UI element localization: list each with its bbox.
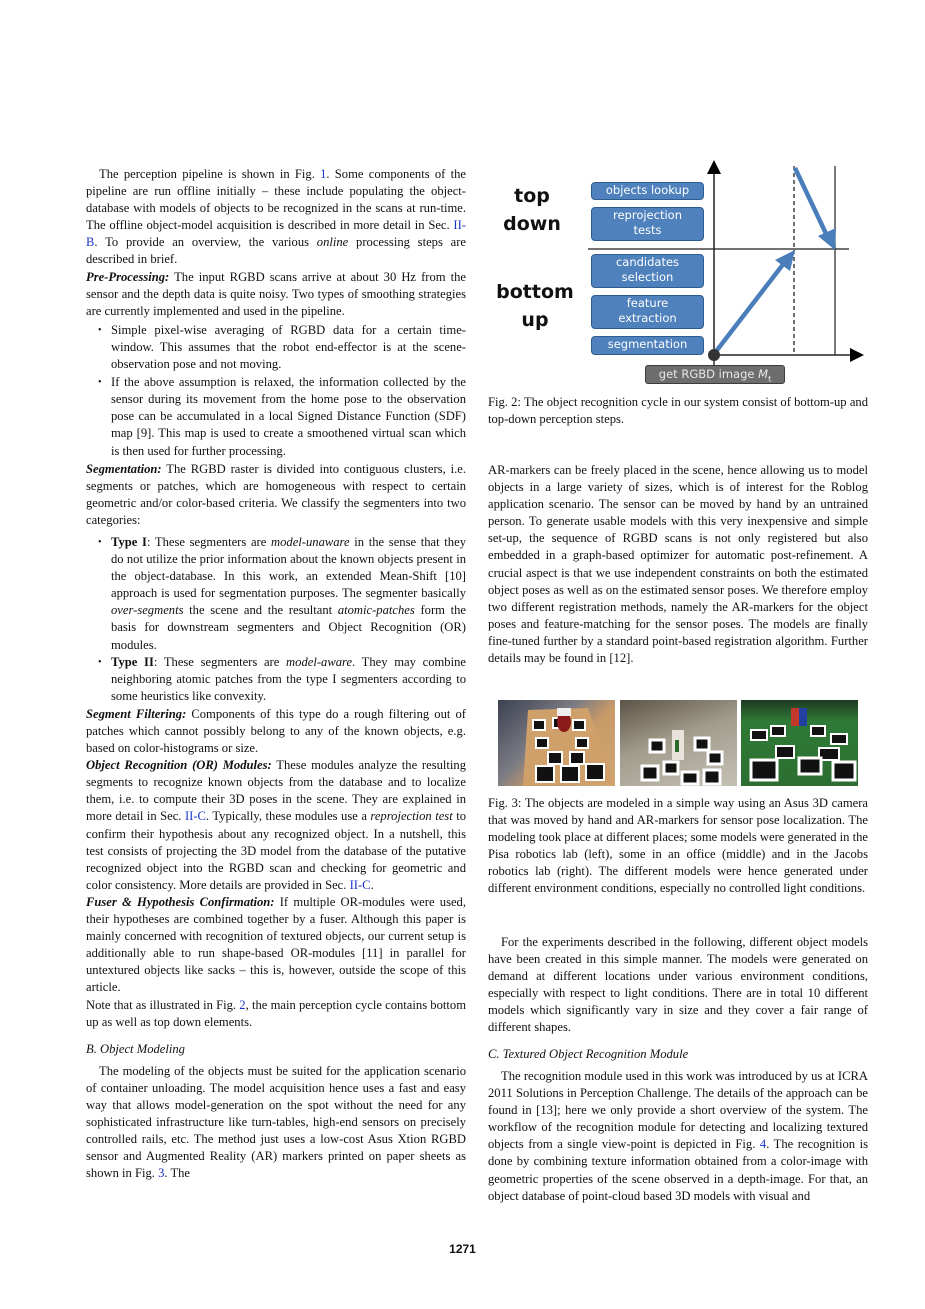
text: to confirm their hypothesis about any recognized object. In a nutshell, this test consists of projecting the 3D model from the database of the putative recognized object into the RGBD scan and checking for geometric and color consistency. More details are provided in Sec. xyxy=(86,809,466,892)
emphasis: model-aware xyxy=(286,654,353,669)
intro-paragraph xyxy=(86,166,466,269)
sec-II-C-link[interactable]: II-C xyxy=(184,809,206,824)
text: . To provide an overview, the various xyxy=(94,235,317,250)
page-number: 1271 xyxy=(449,1242,476,1256)
text: The input RGBD scans arrive at about 30 Hz from the sensor and the depth data is quite noisy. Two types of smoothing strategies are currently implemented and used in the pipeline. xyxy=(86,269,466,318)
emphasis: model-unaware xyxy=(271,534,350,549)
box-label: selection xyxy=(621,270,674,284)
segmenter-types-list xyxy=(86,534,466,705)
fig-1-link[interactable]: 1 xyxy=(320,167,327,181)
text: form the basis for downstream segmenters and Object Recognition (OR) modules. xyxy=(111,603,466,652)
ar-markers-paragraph: AR-markers can be freely placed in the scene, hence allowing us to model objects in a large variety of sizes, which is of interest for the Roblog application scenario. The sensor can be moved by hand by an untrained person. To generate usable models with this very inexpensive and simple set-up, the sequence of RGBD scans is not only registered but also embedded in a graph-based optimizer for automatic post-refinement. A crucial aspect is that we use independent constraints on both the estimated object poses as well as on the estimated sensor poses. We therefore employ two different registration methods, namely the AR-markers for the object poses and feature-matching for the sensor poses. The models are finally fine-tuned further by a standard point-based registration algorithm. Further details may be found in [12]. xyxy=(488,463,868,666)
box-label: tests xyxy=(633,223,662,237)
section-c-heading: C. Textured Object Recognition Module xyxy=(488,1047,689,1061)
text: The RGBD raster is divided into contiguous clusters, i.e. segments or patches, which are homogeneous with respect to certain geometric and/or color-based criteria. We classify the segmenters into two categories: xyxy=(86,461,466,527)
text: . xyxy=(370,877,374,892)
figure-3-photo-right xyxy=(741,700,858,786)
cycle-axes-and-arrows xyxy=(492,158,872,386)
or-modules-paragraph xyxy=(86,757,466,894)
list-item: • Simple pixel-wise averaging of RGBD data for a certain time-window. This assumes that the robot end-effector is at the scene-observation pose and not moving. xyxy=(111,322,466,373)
experiments-paragraph: For the experiments described in the following, different object models have been created in this simple manner. The models were generated on demand at different locations under various environment conditions, especially with respect to light conditions. There are in total 10 different models which significantly vary in size and they cover a fair range of different shapes. xyxy=(488,935,868,1035)
figure-3-caption: Fig. 3: The objects are modeled in a simple way using an Asus 3D camera that was moved by hand and AR-markers for sensor pose localization. The modeling took place at different places; some models were generated in the Pisa robotics lab (left), some in an office (middle) and in the Jacobs robotics lab (right). The different models were hence generated under different environment conditions, especially no controlled light conditions. xyxy=(488,796,868,896)
fig-3-link[interactable]: 3 xyxy=(158,1166,165,1181)
text: . Typically, these modules use a xyxy=(205,809,371,824)
box-label: reprojection xyxy=(613,208,682,222)
segmentation-paragraph xyxy=(86,461,466,529)
box-label: candidates xyxy=(615,255,680,269)
type-label: Type I xyxy=(111,534,147,549)
ar-marker-green-floor-image xyxy=(741,700,858,786)
label-line: top xyxy=(514,185,550,207)
text: These modules analyze the resulting segments to recognize known objects from the database and to localize them, i.e. to compute their 3D poses in the scene. They are explained in more detail in Sec. xyxy=(86,758,466,824)
or-modules-heading: Object Recognition (OR) Modules: xyxy=(86,758,272,773)
label-line: down xyxy=(503,213,561,235)
box-label: segmentation xyxy=(607,337,688,351)
label-line: up xyxy=(521,309,549,331)
type-label: Type II xyxy=(111,654,154,669)
figure-2-diagram xyxy=(492,158,872,386)
text: If multiple OR-modules were used, their hypotheses are combined together by a fuser. Although this paper is mainly concerned with recognition of textured objects, our current setup is additionally able to run shape-based OR-modules [11] in parallel for untextured objects like sacks – this is, however, outside the scope of this article. xyxy=(86,894,467,995)
rgbd-label: get RGBD image xyxy=(658,367,759,381)
fig-4-link[interactable]: 4 xyxy=(759,1137,767,1152)
text: The recognition module used in this work was introduced by us at ICRA 2011 Solutions in Perception Challenge. The details of the approach can be found in [13]; here we only provide a short overview of the system. The workflow of the recognition module for detecting and localizing textured objects from a single view-point is depicted in Fig. xyxy=(488,1069,868,1152)
figure-3-photo-left xyxy=(498,700,615,786)
list-item-type-2 xyxy=(111,654,466,705)
text: : These segmenters are xyxy=(153,654,287,669)
fig-2-link[interactable]: 2 xyxy=(239,997,246,1012)
section-c-paragraph xyxy=(488,1068,868,1205)
preprocessing-heading: Pre-Processing: xyxy=(86,269,170,284)
ar-marker-table-image xyxy=(498,700,615,786)
text: Note that as illustrated in Fig. xyxy=(86,997,240,1012)
rgbd-subscript: t xyxy=(768,374,772,384)
list-item: • If the above assumption is relaxed, the information collected by the sensor during its movement from the home pose to the observation pose can be accumulated in a local Signed Distance Function (SDF) map [9]. This map is used to create a smoothened virtual scan which is then used for further processing. xyxy=(111,374,466,459)
left-column xyxy=(86,166,466,1182)
fuser-heading: Fuser & Hypothesis Confirmation: xyxy=(86,894,275,909)
box-label: feature xyxy=(626,296,669,310)
box-label: objects lookup xyxy=(605,183,690,197)
figure-2-caption: Fig. 2: The object recognition cycle in our system consist of bottom-up and top-down perception steps. xyxy=(488,395,868,427)
ar-marker-floor-image xyxy=(620,700,737,786)
list-item-type-1 xyxy=(111,534,466,654)
text: The perception pipeline is shown in Fig. xyxy=(99,167,321,181)
rgbd-variable: M xyxy=(758,367,769,381)
text: in the sense that they do not utilize the prior information about the known objects present in the object-database. In this work, an extended Mean-Shift [10] approach is used for segmentation purposes. The segmenter basically xyxy=(111,534,466,601)
text: . The recognition is done by combining texture information obtained from a color-image with geometric properties of the scene observed in a depth-image. For that, an object database of point-cloud based 3D models with visual and xyxy=(488,1137,869,1203)
emphasis: atomic-patches xyxy=(337,603,415,618)
section-b-heading: B. Object Modeling xyxy=(86,1041,185,1056)
text: The modeling of the objects must be suited for the application scenario of container unloading. The model acquisition hence uses a fast and easy way that allows model-generation on the spot without the need for any sophisticated infrastructure like turn-tables, high-end sensors on precisely controlled rails, etc. The method just uses a low-cost Asus Xtion RGBD sensor and Augmented Reality (AR) markers printed on paper sheets as shown in Fig. xyxy=(86,1063,466,1181)
label-line: bottom xyxy=(496,281,574,303)
segment-filtering-paragraph xyxy=(86,706,466,757)
text: . Some components of the pipeline are run offline initially – these include populating the object-database with models of objects to be recognized in the scans at run-time. The offline object-model acquisition is described in more detail in Sec. xyxy=(86,167,466,233)
text: Components of this type do a rough filtering out of patches which cannot possibly belong to any of the known objects, e.g. based on color-histograms or size. xyxy=(86,706,466,756)
text: the scene and the resultant xyxy=(183,603,338,618)
text: . They may combine neighboring atomic patches from the type I segmenters according to some heuristics like convexity. xyxy=(111,654,466,703)
emphasis: online xyxy=(316,235,349,250)
emphasis: over-segments xyxy=(111,603,184,618)
segmentation-heading: Segmentation: xyxy=(86,461,162,476)
figure-3-photo-middle xyxy=(620,700,737,786)
section-b-paragraph xyxy=(86,1063,466,1183)
preprocessing-list xyxy=(86,322,466,460)
fuser-paragraph xyxy=(86,894,466,997)
text: : These segmenters are xyxy=(146,534,271,549)
emphasis: reprojection test xyxy=(370,809,453,824)
sec-II-C-link[interactable]: II-C xyxy=(349,877,371,892)
get-rgbd-image-box xyxy=(645,365,785,384)
preprocessing-paragraph xyxy=(86,269,466,320)
text: processing steps are described in brief. xyxy=(86,235,466,267)
text: , the main perception cycle contains bottom up as well as top down elements. xyxy=(86,997,466,1029)
note-paragraph xyxy=(86,997,466,1031)
sec-II-B-link[interactable]: II-B xyxy=(86,218,466,250)
box-label: extraction xyxy=(618,311,677,325)
segment-filtering-heading: Segment Filtering: xyxy=(86,706,187,721)
text: . The xyxy=(164,1166,191,1181)
